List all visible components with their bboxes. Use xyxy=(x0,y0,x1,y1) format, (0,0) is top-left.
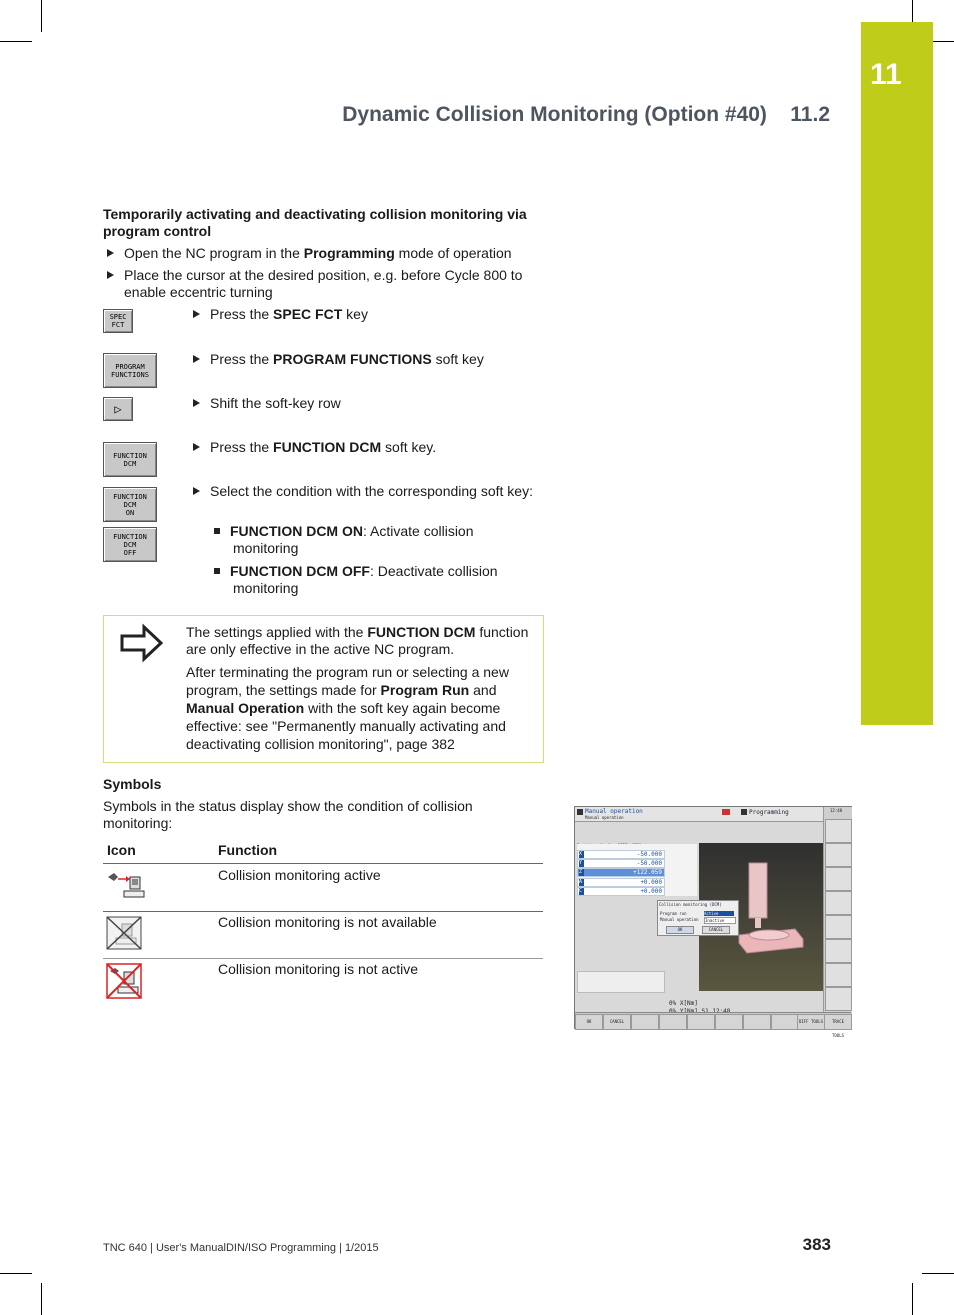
softkey[interactable] xyxy=(659,1014,687,1030)
dialog-label: Manual operation xyxy=(660,917,699,922)
step-open-program: Open the NC program in the Programming mode of operation xyxy=(107,245,547,262)
bullet-icon xyxy=(214,568,220,574)
axis-row: Y -50.000 xyxy=(577,859,665,868)
screenshot-mode: Manual operation xyxy=(585,808,643,815)
crop-mark xyxy=(912,1283,913,1315)
bullet-icon xyxy=(214,528,220,534)
dialog-cancel-button[interactable]: CANCEL xyxy=(702,926,730,934)
side-softkey xyxy=(825,891,852,915)
screenshot-programming: Programming xyxy=(749,809,789,816)
step-shift-softkey-row: Shift the soft-key row xyxy=(193,395,341,412)
running-header xyxy=(342,103,830,127)
dialog-select[interactable]: Active xyxy=(704,911,734,916)
dnc-icon xyxy=(722,809,730,815)
table-rule xyxy=(103,958,543,959)
crop-mark xyxy=(41,1283,42,1315)
option-dcm-on: FUNCTION DCM ON: Activate collision monitoring xyxy=(214,523,533,557)
function-cell: Collision monitoring is not active xyxy=(218,961,418,977)
side-softkey xyxy=(825,939,852,963)
softkey[interactable] xyxy=(715,1014,743,1030)
function-cell: Collision monitoring active xyxy=(218,867,381,883)
step-program-functions: Press the PROGRAM FUNCTIONS soft key xyxy=(193,351,484,368)
arrow-icon xyxy=(193,487,200,495)
option-dcm-off: FUNCTION DCM OFF: Deactivate collision monitoring xyxy=(214,563,533,597)
crop-mark xyxy=(922,1273,954,1274)
dialog-ok-button[interactable]: OK xyxy=(666,926,694,934)
axis-row: A +0.000 xyxy=(577,878,665,887)
dialog-title: Collision monitoring (DCM) xyxy=(659,902,722,907)
softkey[interactable]: TRACE TOOLS xyxy=(824,1014,852,1030)
function-cell: Collision monitoring is not available xyxy=(218,914,437,930)
shift-softkey-row-key: ▷ xyxy=(103,397,133,421)
function-dcm-softkey: FUNCTION DCM xyxy=(103,442,157,477)
dcm-dialog xyxy=(657,900,739,936)
softkey[interactable]: OK xyxy=(575,1014,603,1030)
programming-icon xyxy=(741,809,747,815)
page-number: 383 xyxy=(802,1235,831,1254)
screenshot-time: 12:48 xyxy=(830,808,843,813)
header-title: Dynamic Collision Monitoring (Option #40) xyxy=(342,103,767,126)
side-softkey xyxy=(825,819,852,843)
arrow-icon xyxy=(107,271,114,279)
arrow-icon xyxy=(193,355,200,363)
status-panel xyxy=(577,971,665,993)
softkey[interactable] xyxy=(743,1014,771,1030)
dialog-label: Program run xyxy=(660,911,687,916)
note-box xyxy=(103,615,544,763)
collision-not-available-icon xyxy=(106,916,142,950)
collision-active-icon xyxy=(106,869,146,901)
side-softkey xyxy=(825,987,852,1011)
arrow-icon xyxy=(193,443,200,451)
mode-icon xyxy=(577,809,583,815)
screenshot-submode: Manual operation xyxy=(585,815,624,820)
crop-mark xyxy=(0,1273,32,1274)
symbols-heading: Symbols xyxy=(103,776,162,792)
softkey[interactable]: DIFF TOOLS xyxy=(797,1014,825,1030)
note-paragraph-2: After terminating the program run or selecting a new program, the settings made for Program Run and Manual Operation with the soft key again become effective: see "Permanently manually activating and deactivating collision monitoring", page 382 xyxy=(186,664,509,752)
step-place-cursor: Place the cursor at the desired position, e.g. before Cycle 800 to enable eccentric turning xyxy=(107,267,564,301)
axis-row: C +0.000 xyxy=(577,887,665,896)
dialog-select[interactable]: Inactive xyxy=(704,917,736,924)
chapter-tab xyxy=(861,22,933,725)
program-functions-softkey: PROGRAM FUNCTIONS xyxy=(103,353,157,388)
side-softkey xyxy=(825,915,852,939)
procedure-heading: Temporarily activating and deactivating collision monitoring via program control xyxy=(103,206,527,239)
header-section: 11.2 xyxy=(790,103,830,126)
table-rule xyxy=(103,863,543,864)
symbols-intro: Symbols in the status display show the condition of collision monitoring: xyxy=(103,798,473,831)
crop-mark xyxy=(41,0,42,32)
screenshot-titlebar xyxy=(575,807,823,822)
step-select-condition: Select the condition with the corresponding soft key: xyxy=(193,483,552,500)
col-function-header: Function xyxy=(218,842,278,858)
collision-not-active-icon xyxy=(106,963,142,999)
chapter-number: 11 xyxy=(870,58,902,91)
position-display xyxy=(577,844,697,896)
control-screenshot xyxy=(574,806,852,1038)
note-paragraph-1: The settings applied with the FUNCTION DCM function are only effective in the active NC program. xyxy=(186,624,529,657)
screenshot-side-keys xyxy=(823,807,852,1014)
arrow-icon xyxy=(193,310,200,318)
softkey[interactable] xyxy=(771,1014,799,1030)
function-dcm-on-softkey: FUNCTION DCM ON xyxy=(103,487,157,522)
table-rule xyxy=(103,911,543,912)
side-softkey xyxy=(825,867,852,891)
side-softkey xyxy=(825,963,852,987)
footer-text: TNC 640 | User's ManualDIN/ISO Programming | 1/2015 xyxy=(103,1242,379,1254)
screenshot-softkey-bar xyxy=(575,1012,851,1038)
spec-fct-key: SPEC FCT xyxy=(103,309,133,333)
step-spec-fct: Press the SPEC FCT key xyxy=(193,306,368,323)
step-function-dcm: Press the FUNCTION DCM soft key. xyxy=(193,439,436,456)
softkey[interactable]: CANCEL xyxy=(603,1014,631,1030)
softkey[interactable] xyxy=(687,1014,715,1030)
arrow-icon xyxy=(107,249,114,257)
arrow-icon xyxy=(193,399,200,407)
crop-mark xyxy=(0,41,32,42)
softkey[interactable] xyxy=(631,1014,659,1030)
function-dcm-off-softkey: FUNCTION DCM OFF xyxy=(103,527,157,562)
status-line: 0% X[Nm] xyxy=(669,1000,698,1007)
axis-row: Z +122.059 xyxy=(577,868,665,877)
col-icon-header: Icon xyxy=(107,842,136,858)
axis-row: X -50.000 xyxy=(577,850,665,859)
arrow-right-icon xyxy=(120,624,164,662)
side-softkey xyxy=(825,843,852,867)
